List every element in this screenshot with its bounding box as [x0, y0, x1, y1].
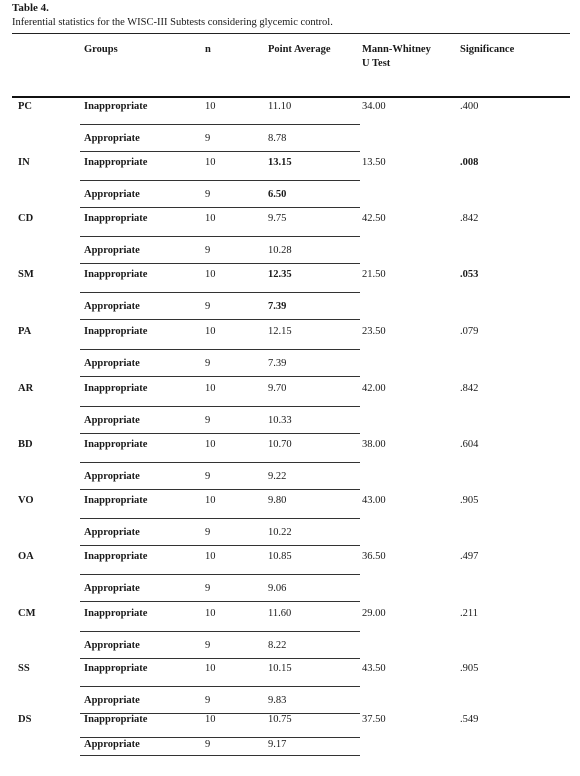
n-appropriate: 9	[205, 358, 211, 369]
group-inappropriate: Inappropriate	[84, 551, 148, 562]
header-mann-whitney	[362, 43, 431, 71]
point-average-appropriate: 7.39	[268, 301, 287, 312]
significance-value: .549	[460, 714, 479, 725]
mann-whitney-u: 34.00	[362, 101, 386, 112]
group-appropriate: Appropriate	[84, 739, 140, 750]
mann-whitney-u: 21.50	[362, 269, 386, 280]
n-appropriate: 9	[205, 415, 211, 426]
n-inappropriate: 10	[205, 439, 216, 450]
group-inappropriate: Inappropriate	[84, 714, 148, 725]
row-mid-rule	[80, 292, 360, 293]
group-appropriate: Appropriate	[84, 695, 140, 706]
subtest-label: DS	[18, 714, 32, 725]
n-inappropriate: 10	[205, 495, 216, 506]
group-appropriate: Appropriate	[84, 471, 140, 482]
group-appropriate: Appropriate	[84, 245, 140, 256]
row-mid-rule	[80, 180, 360, 181]
group-inappropriate: Inappropriate	[84, 495, 148, 506]
significance-value: .008	[460, 157, 479, 168]
n-inappropriate: 10	[205, 269, 216, 280]
n-appropriate: 9	[205, 527, 211, 538]
n-appropriate: 9	[205, 471, 211, 482]
group-appropriate: Appropriate	[84, 133, 140, 144]
point-average-appropriate: 9.22	[268, 471, 287, 482]
mann-whitney-u: 13.50	[362, 157, 386, 168]
n-inappropriate: 10	[205, 663, 216, 674]
row-mid-rule	[80, 349, 360, 350]
point-average-inappropriate: 9.70	[268, 383, 287, 394]
row-mid-rule	[80, 631, 360, 632]
row-mid-rule	[80, 406, 360, 407]
group-appropriate: Appropriate	[84, 640, 140, 651]
significance-value: .842	[460, 383, 479, 394]
subtest-label: CD	[18, 213, 34, 224]
row-end-rule	[80, 319, 360, 320]
significance-value: .905	[460, 495, 479, 506]
mann-whitney-u: 37.50	[362, 714, 386, 725]
n-inappropriate: 10	[205, 551, 216, 562]
group-inappropriate: Inappropriate	[84, 663, 148, 674]
row-end-rule	[80, 658, 360, 659]
group-appropriate: Appropriate	[84, 189, 140, 200]
subtest-label: PC	[18, 101, 32, 112]
table-caption: Inferential statistics for the WISC-III Subtests considering glycemic control.	[12, 17, 333, 28]
significance-value: .400	[460, 101, 479, 112]
point-average-inappropriate: 9.75	[268, 213, 287, 224]
point-average-inappropriate: 10.85	[268, 551, 292, 562]
n-appropriate: 9	[205, 583, 211, 594]
mann-whitney-u: 42.50	[362, 213, 386, 224]
subtest-label: AR	[18, 383, 34, 394]
mann-whitney-u: 43.50	[362, 663, 386, 674]
subtest-label: SM	[18, 269, 34, 280]
point-average-appropriate: 10.22	[268, 527, 292, 538]
group-inappropriate: Inappropriate	[84, 101, 148, 112]
row-mid-rule	[80, 737, 360, 738]
group-appropriate: Appropriate	[84, 415, 140, 426]
n-inappropriate: 10	[205, 213, 216, 224]
row-end-rule	[80, 545, 360, 546]
point-average-appropriate: 8.78	[268, 133, 287, 144]
row-mid-rule	[80, 462, 360, 463]
group-inappropriate: Inappropriate	[84, 157, 148, 168]
n-inappropriate: 10	[205, 383, 216, 394]
row-mid-rule	[80, 574, 360, 575]
point-average-appropriate: 10.28	[268, 245, 292, 256]
mann-whitney-u: 36.50	[362, 551, 386, 562]
point-average-inappropriate: 10.15	[268, 663, 292, 674]
point-average-inappropriate: 13.15	[268, 157, 292, 168]
point-average-appropriate: 9.83	[268, 695, 287, 706]
significance-value: .842	[460, 213, 479, 224]
significance-value: .905	[460, 663, 479, 674]
significance-value: .604	[460, 439, 479, 450]
point-average-appropriate: 9.06	[268, 583, 287, 594]
point-average-inappropriate: 11.10	[268, 101, 292, 112]
subtest-label: OA	[18, 551, 34, 562]
n-inappropriate: 10	[205, 157, 216, 168]
group-inappropriate: Inappropriate	[84, 213, 148, 224]
group-inappropriate: Inappropriate	[84, 383, 148, 394]
n-appropriate: 9	[205, 189, 211, 200]
point-average-inappropriate: 10.70	[268, 439, 292, 450]
row-end-rule	[80, 263, 360, 264]
header-n: n	[205, 44, 211, 55]
header-point-average: Point Average	[268, 44, 331, 55]
row-end-rule	[80, 376, 360, 377]
mann-whitney-u: 38.00	[362, 439, 386, 450]
significance-value: .079	[460, 326, 479, 337]
header-rule	[12, 96, 570, 98]
header-significance: Significance	[460, 44, 515, 55]
row-mid-rule	[80, 518, 360, 519]
point-average-appropriate: 9.17	[268, 739, 287, 750]
group-inappropriate: Inappropriate	[84, 439, 148, 450]
row-mid-rule	[80, 686, 360, 687]
n-appropriate: 9	[205, 640, 211, 651]
point-average-appropriate: 10.33	[268, 415, 292, 426]
point-average-inappropriate: 12.15	[268, 326, 292, 337]
point-average-appropriate: 8.22	[268, 640, 287, 651]
n-inappropriate: 10	[205, 714, 216, 725]
group-inappropriate: Inappropriate	[84, 326, 148, 337]
mann-whitney-u: 23.50	[362, 326, 386, 337]
point-average-inappropriate: 11.60	[268, 608, 292, 619]
header-mann-whitney-line2: U Test	[362, 58, 391, 69]
point-average-inappropriate: 12.35	[268, 269, 292, 280]
n-appropriate: 9	[205, 245, 211, 256]
n-inappropriate: 10	[205, 101, 216, 112]
n-appropriate: 9	[205, 133, 211, 144]
significance-value: .053	[460, 269, 479, 280]
group-inappropriate: Inappropriate	[84, 608, 148, 619]
group-appropriate: Appropriate	[84, 301, 140, 312]
subtest-label: SS	[18, 663, 30, 674]
n-appropriate: 9	[205, 301, 211, 312]
point-average-inappropriate: 9.80	[268, 495, 287, 506]
header-groups: Groups	[84, 44, 118, 55]
subtest-label: CM	[18, 608, 36, 619]
row-mid-rule	[80, 236, 360, 237]
subtest-label: IN	[18, 157, 30, 168]
header-mann-whitney-line1: Mann-Whitney	[362, 44, 431, 55]
point-average-appropriate: 6.50	[268, 189, 287, 200]
group-appropriate: Appropriate	[84, 527, 140, 538]
table-bottom-rule	[80, 755, 360, 756]
n-inappropriate: 10	[205, 326, 216, 337]
row-end-rule	[80, 601, 360, 602]
significance-value: .211	[460, 608, 478, 619]
mann-whitney-u: 42.00	[362, 383, 386, 394]
n-appropriate: 9	[205, 739, 211, 750]
row-mid-rule	[80, 124, 360, 125]
point-average-appropriate: 7.39	[268, 358, 287, 369]
row-end-rule	[80, 151, 360, 152]
n-inappropriate: 10	[205, 608, 216, 619]
point-average-inappropriate: 10.75	[268, 714, 292, 725]
significance-value: .497	[460, 551, 479, 562]
group-inappropriate: Inappropriate	[84, 269, 148, 280]
subtest-label: PA	[18, 326, 32, 337]
subtest-label: VO	[18, 495, 34, 506]
subtest-label: BD	[18, 439, 33, 450]
row-end-rule	[80, 207, 360, 208]
n-appropriate: 9	[205, 695, 211, 706]
top-rule	[12, 33, 570, 34]
group-appropriate: Appropriate	[84, 358, 140, 369]
mann-whitney-u: 29.00	[362, 608, 386, 619]
mann-whitney-u: 43.00	[362, 495, 386, 506]
row-end-rule	[80, 489, 360, 490]
group-appropriate: Appropriate	[84, 583, 140, 594]
row-end-rule	[80, 433, 360, 434]
table-title: Table 4.	[12, 2, 49, 14]
